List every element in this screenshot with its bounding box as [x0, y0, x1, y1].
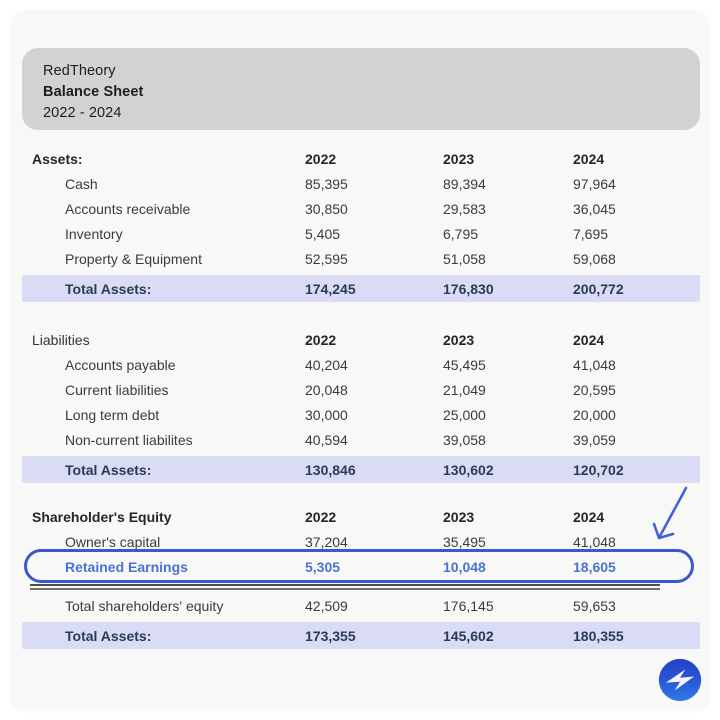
table-row-current-liabilities [22, 377, 700, 402]
row-label: Non-current liabilites [65, 431, 193, 448]
table-row-owners-capital [22, 529, 700, 554]
lightning-bolt-logo-icon [658, 658, 702, 702]
double-rule-divider [30, 584, 660, 590]
callout-arrow-icon [640, 482, 700, 548]
cell-value: 40,594 [305, 431, 348, 448]
cell-value: 7,695 [573, 225, 609, 242]
table-row-accounts-payable [22, 352, 700, 377]
cell-value: 42,509 [305, 597, 348, 614]
row-label: Cash [65, 175, 98, 192]
row-label: Inventory [65, 225, 123, 242]
total-value: 120,702 [573, 461, 624, 478]
cell-value: 41,048 [573, 533, 616, 550]
cell-value: 20,595 [573, 381, 616, 398]
table-row-long-term-debt [22, 402, 700, 427]
cell-value: 52,595 [305, 250, 348, 267]
total-value: 180,355 [573, 627, 624, 644]
year-header-2023: 2023 [443, 331, 475, 348]
sheet-period: 2022 - 2024 [43, 105, 122, 121]
cell-value: 10,048 [443, 558, 486, 575]
year-header-2023: 2023 [443, 150, 475, 167]
year-header-2024: 2024 [573, 331, 605, 348]
row-label: Owner's capital [65, 533, 161, 550]
row-label: Total shareholders' equity [65, 597, 224, 614]
cell-value: 20,048 [305, 381, 348, 398]
total-value: 173,355 [305, 627, 356, 644]
cell-value: 89,394 [443, 175, 486, 192]
row-label: Property & Equipment [65, 250, 202, 267]
total-assets-row-3 [22, 622, 700, 649]
cell-value: 39,059 [573, 431, 616, 448]
cell-value: 45,495 [443, 356, 486, 373]
total-value: 130,602 [443, 461, 494, 478]
cell-value: 6,795 [443, 225, 479, 242]
total-assets-row-1 [22, 275, 700, 302]
table-row-inventory [22, 221, 700, 246]
header-box [22, 48, 700, 130]
cell-value: 51,058 [443, 250, 486, 267]
cell-value: 176,145 [443, 597, 494, 614]
total-assets-row-2 [22, 456, 700, 483]
cell-value: 59,653 [573, 597, 616, 614]
year-header-2022: 2022 [305, 508, 337, 525]
cell-value: 35,495 [443, 533, 486, 550]
equity-header-row [22, 504, 700, 529]
section-label-equity: Shareholder's Equity [32, 508, 172, 525]
table-row-non-current-liabilities [22, 427, 700, 452]
row-label: Current liabilities [65, 381, 169, 398]
total-value: 200,772 [573, 280, 624, 297]
row-label: Long term debt [65, 406, 160, 423]
total-label: Total Assets: [65, 280, 152, 297]
total-label: Total Assets: [65, 461, 152, 478]
cell-value: 36,045 [573, 200, 616, 217]
cell-value: 39,058 [443, 431, 486, 448]
year-header-2022: 2022 [305, 150, 337, 167]
section-spacer [22, 302, 700, 327]
year-header-2024: 2024 [573, 150, 605, 167]
section-label-assets: Assets: [32, 150, 83, 167]
balance-sheet-card [10, 10, 710, 710]
cell-value: 5,405 [305, 225, 341, 242]
total-value: 130,846 [305, 461, 356, 478]
total-value: 145,602 [443, 627, 494, 644]
table-row-cash [22, 171, 700, 196]
year-header-2023: 2023 [443, 508, 475, 525]
row-label: Accounts receivable [65, 200, 191, 217]
table-row-property-equipment [22, 246, 700, 271]
total-value: 176,830 [443, 280, 494, 297]
table-row-retained-earnings-highlighted [22, 554, 700, 579]
sheet-title: Balance Sheet [43, 84, 144, 100]
cell-value: 40,204 [305, 356, 348, 373]
section-label-liabilities: Liabilities [32, 331, 90, 348]
row-label: Retained Earnings [65, 558, 188, 575]
total-label: Total Assets: [65, 627, 152, 644]
cell-value: 25,000 [443, 406, 486, 423]
row-label: Accounts payable [65, 356, 176, 373]
cell-value: 21,049 [443, 381, 486, 398]
cell-value: 18,605 [573, 558, 616, 575]
cell-value: 37,204 [305, 533, 348, 550]
cell-value: 29,583 [443, 200, 486, 217]
assets-header-row [22, 146, 700, 171]
cell-value: 85,395 [305, 175, 348, 192]
cell-value: 30,000 [305, 406, 348, 423]
cell-value: 59,068 [573, 250, 616, 267]
year-header-2022: 2022 [305, 331, 337, 348]
section-spacer [22, 483, 700, 504]
cell-value: 41,048 [573, 356, 616, 373]
table-row-accounts-receivable [22, 196, 700, 221]
total-value: 174,245 [305, 280, 356, 297]
liabilities-header-row [22, 327, 700, 352]
cell-value: 97,964 [573, 175, 616, 192]
cell-value: 5,305 [305, 558, 341, 575]
year-header-2024: 2024 [573, 508, 605, 525]
company-name: RedTheory [43, 63, 116, 79]
table-row-total-shareholders-equity [22, 593, 700, 618]
cell-value: 30,850 [305, 200, 348, 217]
balance-sheet-table [22, 146, 700, 649]
cell-value: 20,000 [573, 406, 616, 423]
